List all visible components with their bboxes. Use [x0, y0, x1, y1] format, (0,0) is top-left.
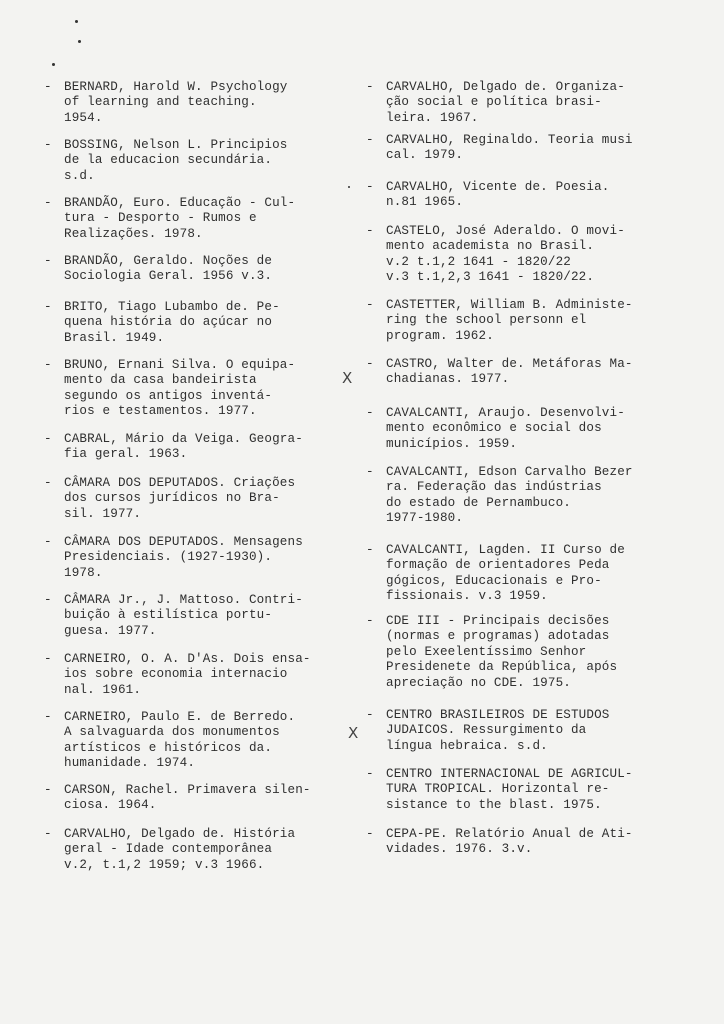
- entry-line: formação de orientadores Peda: [386, 558, 610, 573]
- entry-dash: -: [366, 614, 374, 628]
- entry-dash: -: [366, 406, 374, 420]
- entry-line: CÂMARA DOS DEPUTADOS. Mensagens: [64, 535, 303, 549]
- entry-line: CAVALCANTI, Lagden. II Curso de: [386, 543, 625, 557]
- catalog-entry: [366, 614, 617, 691]
- entry-line: ciosa. 1964.: [64, 798, 157, 813]
- entry-dash: -: [366, 357, 374, 371]
- catalog-entry: [44, 300, 280, 346]
- entry-line: humanidade. 1974.: [64, 756, 196, 771]
- entry-line: Presidenciais. (1927-1930).: [64, 550, 273, 565]
- entry-line: cal. 1979.: [386, 148, 464, 163]
- entry-line: mento da casa bandeirista: [64, 373, 257, 388]
- entry-line: apreciação no CDE. 1975.: [386, 675, 571, 690]
- entry-line: leira. 1967.: [386, 110, 479, 125]
- entry-line: CÂMARA Jr., J. Mattoso. Contri-: [64, 593, 303, 607]
- entry-line: CEPA-PE. Relatório Anual de Ati-: [386, 827, 633, 841]
- entry-line: de la educacion secundária.: [64, 153, 273, 168]
- entry-line: guesa. 1977.: [64, 623, 157, 638]
- entry-line: BERNARD, Harold W. Psychology: [64, 80, 288, 94]
- entry-line: dos cursos jurídicos no Bra-: [64, 491, 280, 506]
- entry-line: CARVALHO, Delgado de. História: [64, 827, 296, 841]
- catalog-entry: [44, 593, 303, 639]
- entry-dash: -: [44, 138, 52, 152]
- entry-line: sistance to the blast. 1975.: [386, 797, 602, 812]
- catalog-entry: [366, 224, 625, 286]
- entry-dash: -: [366, 767, 374, 781]
- catalog-entry: [366, 133, 633, 164]
- entry-line: CENTRO BRASILEIROS DE ESTUDOS: [386, 708, 610, 722]
- entry-line: ios sobre economia internacio: [64, 667, 288, 682]
- entry-line: CAVALCANTI, Edson Carvalho Bezer: [386, 465, 633, 479]
- catalog-entry: [366, 708, 610, 754]
- entry-line: BRANDÃO, Geraldo. Noções de: [64, 254, 273, 268]
- catalog-entry: [44, 783, 311, 814]
- catalog-entry: [44, 196, 295, 242]
- entry-dash: -: [44, 300, 52, 314]
- entry-line: ção social e política brasi-: [386, 95, 602, 110]
- entry-line: do estado de Pernambuco.: [386, 495, 571, 510]
- entry-line: 1978.: [64, 565, 103, 580]
- ink-speck: [52, 63, 55, 66]
- entry-dash: -: [366, 80, 374, 94]
- entry-line: Presidenete da República, após: [386, 660, 618, 675]
- entry-line: v.2 t.1,2 1641 - 1820/22: [386, 254, 571, 269]
- entry-line: Brasil. 1949.: [64, 330, 165, 345]
- catalog-entry: [366, 543, 625, 605]
- entry-dash: -: [44, 476, 52, 490]
- entry-line: CARNEIRO, O. A. D'As. Dois ensa-: [64, 652, 311, 666]
- entry-line: n.81 1965.: [386, 195, 464, 210]
- catalog-entry: [44, 535, 303, 581]
- entry-line: v.3 t.1,2,3 1641 - 1820/22.: [386, 270, 595, 285]
- ink-speck: [348, 186, 350, 188]
- entry-dash: -: [366, 133, 374, 147]
- entry-line: buição à estilística portu-: [64, 608, 273, 623]
- entry-line: nal. 1961.: [64, 682, 142, 697]
- entry-line: geral - Idade contemporânea: [64, 842, 273, 857]
- entry-line: CABRAL, Mário da Veiga. Geogra-: [64, 432, 303, 446]
- catalog-entry: [44, 652, 311, 698]
- entry-line: of learning and teaching.: [64, 95, 257, 110]
- entry-line: BRUNO, Ernani Silva. O equipa-: [64, 358, 296, 372]
- ink-speck: [75, 20, 78, 23]
- entry-line: 1977-1980.: [386, 511, 464, 526]
- entry-dash: -: [366, 827, 374, 841]
- entry-dash: -: [366, 298, 374, 312]
- catalog-entry: [44, 358, 295, 420]
- entry-dash: -: [44, 827, 52, 841]
- entry-line: program. 1962.: [386, 328, 494, 343]
- catalog-entry: [44, 710, 295, 772]
- entry-dash: -: [44, 783, 52, 797]
- entry-line: mento econômico e social dos: [386, 421, 602, 436]
- margin-mark-x: X: [348, 724, 359, 742]
- entry-line: 1954.: [64, 110, 103, 125]
- entry-dash: -: [366, 708, 374, 722]
- entry-line: JUDAICOS. Ressurgimento da: [386, 723, 587, 738]
- catalog-entry: [44, 476, 295, 522]
- ink-speck: [78, 40, 81, 43]
- catalog-entry: [366, 767, 633, 813]
- catalog-entry: [366, 406, 625, 452]
- entry-line: Realizações. 1978.: [64, 226, 203, 241]
- entry-line: TURA TROPICAL. Horizontal re-: [386, 782, 610, 797]
- entry-line: rios e testamentos. 1977.: [64, 404, 257, 419]
- entry-line: sil. 1977.: [64, 506, 142, 521]
- catalog-entry: [44, 138, 288, 184]
- entry-line: CENTRO INTERNACIONAL DE AGRICUL-: [386, 767, 633, 781]
- catalog-entry: [44, 80, 288, 126]
- entry-line: CÂMARA DOS DEPUTADOS. Criações: [64, 476, 296, 490]
- entry-line: BRANDÃO, Euro. Educação - Cul-: [64, 196, 296, 210]
- entry-line: CARNEIRO, Paulo E. de Berredo.: [64, 710, 296, 724]
- entry-line: fia geral. 1963.: [64, 447, 188, 462]
- entry-line: BOSSING, Nelson L. Principios: [64, 138, 288, 152]
- entry-line: língua hebraica. s.d.: [386, 738, 548, 753]
- entry-dash: -: [44, 652, 52, 666]
- entry-dash: -: [44, 535, 52, 549]
- entry-line: ra. Federação das indústrias: [386, 480, 602, 495]
- entry-line: BRITO, Tiago Lubambo de. Pe-: [64, 300, 280, 314]
- catalog-entry: [44, 432, 303, 463]
- entry-line: A salvaguarda dos monumentos: [64, 725, 280, 740]
- catalog-entry: [366, 465, 633, 527]
- entry-line: quena história do açúcar no: [64, 315, 273, 330]
- entry-dash: -: [366, 224, 374, 238]
- catalog-entry: [44, 827, 295, 873]
- entry-dash: -: [366, 180, 374, 194]
- entry-line: segundo os antigos inventá-: [64, 388, 273, 403]
- entry-line: municípios. 1959.: [386, 436, 518, 451]
- entry-line: Sociologia Geral. 1956 v.3.: [64, 269, 273, 284]
- entry-line: vidades. 1976. 3.v.: [386, 842, 533, 857]
- entry-line: tura - Desporto - Rumos e: [64, 211, 257, 226]
- entry-line: CDE III - Principais decisões: [386, 614, 610, 628]
- entry-line: CARSON, Rachel. Primavera silen-: [64, 783, 311, 797]
- entry-line: (normas e programas) adotadas: [386, 629, 610, 644]
- entry-dash: -: [366, 543, 374, 557]
- entry-line: CAVALCANTI, Araujo. Desenvolvi-: [386, 406, 625, 420]
- entry-line: gógicos, Educacionais e Pro-: [386, 573, 602, 588]
- entry-dash: -: [44, 593, 52, 607]
- catalog-entry: [366, 357, 633, 388]
- entry-line: chadianas. 1977.: [386, 372, 510, 387]
- entry-line: CASTRO, Walter de. Metáforas Ma-: [386, 357, 633, 371]
- entry-line: CASTETTER, William B. Administe-: [386, 298, 633, 312]
- catalog-entry: [366, 827, 633, 858]
- catalog-entry: [366, 80, 625, 126]
- entry-dash: -: [44, 80, 52, 94]
- entry-line: fissionais. v.3 1959.: [386, 589, 548, 604]
- catalog-entry: [366, 180, 610, 211]
- entry-line: CASTELO, José Aderaldo. O movi-: [386, 224, 625, 238]
- margin-mark-x: X: [342, 369, 353, 387]
- catalog-entry: [44, 254, 272, 285]
- catalog-entry: [366, 298, 633, 344]
- entry-line: pelo Exeelentíssimo Senhor: [386, 644, 587, 659]
- entry-dash: -: [44, 254, 52, 268]
- entry-line: mento academista no Brasil.: [386, 239, 595, 254]
- entry-dash: -: [366, 465, 374, 479]
- entry-line: s.d.: [64, 168, 95, 183]
- entry-line: ring the school personn el: [386, 313, 587, 328]
- entry-line: CARVALHO, Reginaldo. Teoria musi: [386, 133, 633, 147]
- entry-dash: -: [44, 358, 52, 372]
- entry-line: artísticos e históricos da.: [64, 740, 273, 755]
- entry-dash: -: [44, 196, 52, 210]
- entry-line: CARVALHO, Vicente de. Poesia.: [386, 180, 610, 194]
- entry-line: CARVALHO, Delgado de. Organiza-: [386, 80, 625, 94]
- entry-dash: -: [44, 710, 52, 724]
- entry-line: v.2, t.1,2 1959; v.3 1966.: [64, 857, 265, 872]
- entry-dash: -: [44, 432, 52, 446]
